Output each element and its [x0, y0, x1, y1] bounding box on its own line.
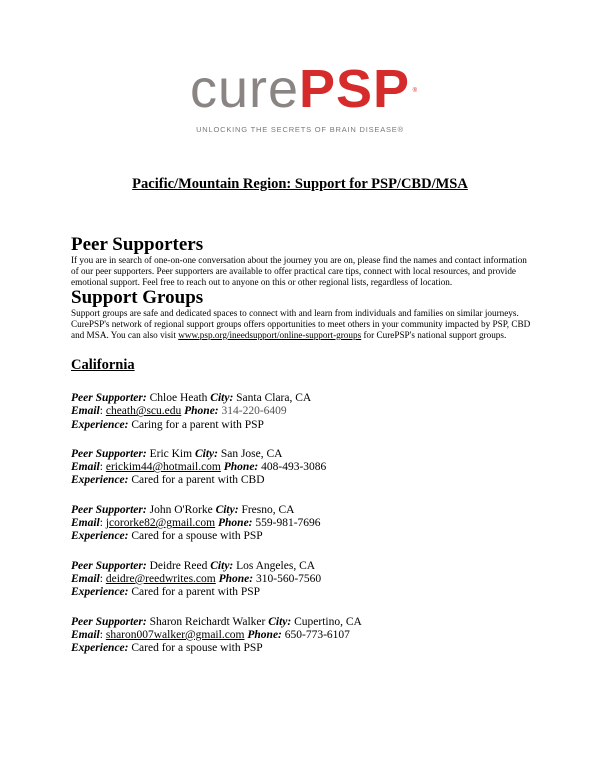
curepsp-logo — [0, 59, 600, 134]
peer-supporters-heading: Peer Supporters — [71, 234, 204, 255]
peer-supporter-entry: Peer Supporter: Sharon Reichardt Walker City: Cupertino, CA Email: sharon007walker@gmail.com Phone: 650-773-6107 Experience: Cared for a spouse with PSP — [71, 615, 362, 655]
supporter-label: Peer Supporter: — [71, 503, 147, 516]
city-label: City: — [210, 392, 234, 404]
supporter-label: Peer Supporter: — [71, 447, 147, 460]
supporter-name: Eric Kim — [149, 447, 193, 460]
peer-supporter-entry: Peer Supporter: Eric Kim City: San Jose, CA Email: erickim44@hotmail.com Phone: 408-493-3086 Experience: Cared for a parent with CBD — [71, 447, 327, 487]
supporter-email[interactable]: deidre@reedwrites.com — [105, 572, 216, 585]
experience-label: Experience: — [71, 642, 129, 655]
supporter-email[interactable]: jcororke82@gmail.com — [105, 517, 216, 530]
supporter-name: Chloe Heath — [149, 392, 208, 404]
supporter-experience: Cared for a parent with PSP — [131, 586, 261, 599]
supporter-phone: 408-493-3086 — [261, 461, 327, 474]
email-label: Email — [71, 405, 100, 418]
supporter-name: Sharon Reichardt Walker — [149, 615, 266, 628]
supporter-email[interactable]: sharon007walker@gmail.com — [105, 628, 245, 641]
document-body — [71, 235, 531, 655]
supporter-email[interactable]: erickim44@hotmail.com — [105, 461, 221, 474]
phone-label: Phone: — [218, 572, 254, 585]
supporter-city: Santa Clara, CA — [236, 392, 312, 404]
logo-cure-text: cure — [189, 59, 299, 119]
support-groups-text — [71, 308, 531, 341]
support-groups-text-end: for CurePSP's national support groups. — [361, 330, 507, 340]
peer-supporter-entry: Peer Supporter: John O'Rorke City: Fresno, CA Email: jcororke82@gmail.com Phone: 559-981-7696 Experience: Cared for a spouse with PSP — [71, 503, 321, 543]
supporter-city: Los Angeles, CA — [236, 559, 316, 572]
supporter-phone: 559-981-7696 — [255, 517, 321, 530]
supporter-phone: 650-773-6107 — [284, 628, 350, 641]
supporter-experience: Caring for a parent with PSP — [131, 418, 264, 431]
email-label: Email — [71, 461, 100, 474]
supporter-email[interactable]: cheath@scu.edu — [105, 405, 182, 418]
peer-supporter-list — [71, 392, 531, 655]
supporter-phone: 314-220-6409 — [221, 405, 287, 418]
email-label: Email — [71, 572, 100, 585]
email-label: Email — [71, 628, 100, 641]
city-label: City: — [210, 559, 234, 572]
logo-psp-text: PSP — [298, 59, 411, 119]
supporter-experience: Cared for a parent with CBD — [131, 474, 265, 487]
supporter-label: Peer Supporter: — [71, 559, 147, 572]
phone-label: Phone: — [218, 517, 253, 530]
supporter-city: San Jose, CA — [220, 447, 283, 460]
support-groups-text-start: Support groups are safe and dedicated spaces to connect with and learn from individuals and families on similar journeys. CurePSP's network of regional support groups offers opportunities to meet others in your community impacted by PSP, CBD and MSA. You can also visit — [71, 308, 531, 340]
city-label: City: — [268, 615, 292, 628]
supporter-label: Peer Supporter: — [71, 615, 147, 628]
experience-label: Experience: — [71, 418, 129, 431]
supporter-experience: Cared for a spouse with PSP — [131, 530, 263, 543]
phone-label: Phone: — [247, 628, 282, 641]
supporter-label: Peer Supporter: — [71, 392, 147, 404]
state-heading: California — [71, 357, 135, 373]
phone-label: Phone: — [184, 405, 219, 418]
logo-tagline: UNLOCKING THE SECRETS OF BRAIN DISEASE® — [196, 125, 404, 134]
supporter-city: Cupertino, CA — [294, 615, 362, 628]
logo-trademark: ® — [412, 88, 419, 94]
city-label: City: — [194, 447, 218, 460]
online-support-groups-link[interactable]: www.psp.org/ineedsupport/online-support-groups — [178, 330, 362, 340]
email-label: Email — [71, 517, 100, 530]
page-title: Pacific/Mountain Region: Support for PSP/CBD/MSA — [132, 176, 468, 192]
city-label: City: — [215, 503, 239, 516]
peer-supporters-text: If you are in search of one-on-one conversation about the journey you are on, please find the names and contact information of our peer supporters. Peer supporters are available to offer practical care tips, connect with local resources, and provide emotional support. Feel free to reach out to anyone on this or other regional lists, regardless of location. — [71, 255, 527, 287]
experience-label: Experience: — [71, 530, 129, 543]
experience-label: Experience: — [71, 474, 129, 487]
peer-supporter-entry: Peer Supporter: Chloe Heath City: Santa Clara, CA Email: cheath@scu.edu Phone: 314-220-6409 Experience: Caring for a parent with PSP — [71, 392, 312, 431]
supporter-name: Deidre Reed — [149, 559, 208, 572]
supporter-experience: Cared for a spouse with PSP — [131, 642, 263, 655]
supporter-name: John O'Rorke — [149, 503, 213, 516]
supporter-phone: 310-560-7560 — [255, 572, 322, 585]
support-groups-heading: Support Groups — [71, 287, 204, 308]
logo-wordmark — [189, 59, 419, 119]
peer-supporter-entry: Peer Supporter: Deidre Reed City: Los Angeles, CA Email: deidre@reedwrites.com Phone: 310-560-7560 Experience: Cared for a parent with PSP — [71, 559, 322, 599]
experience-label: Experience: — [71, 586, 129, 599]
supporter-city: Fresno, CA — [241, 503, 295, 516]
phone-label: Phone: — [223, 461, 259, 474]
